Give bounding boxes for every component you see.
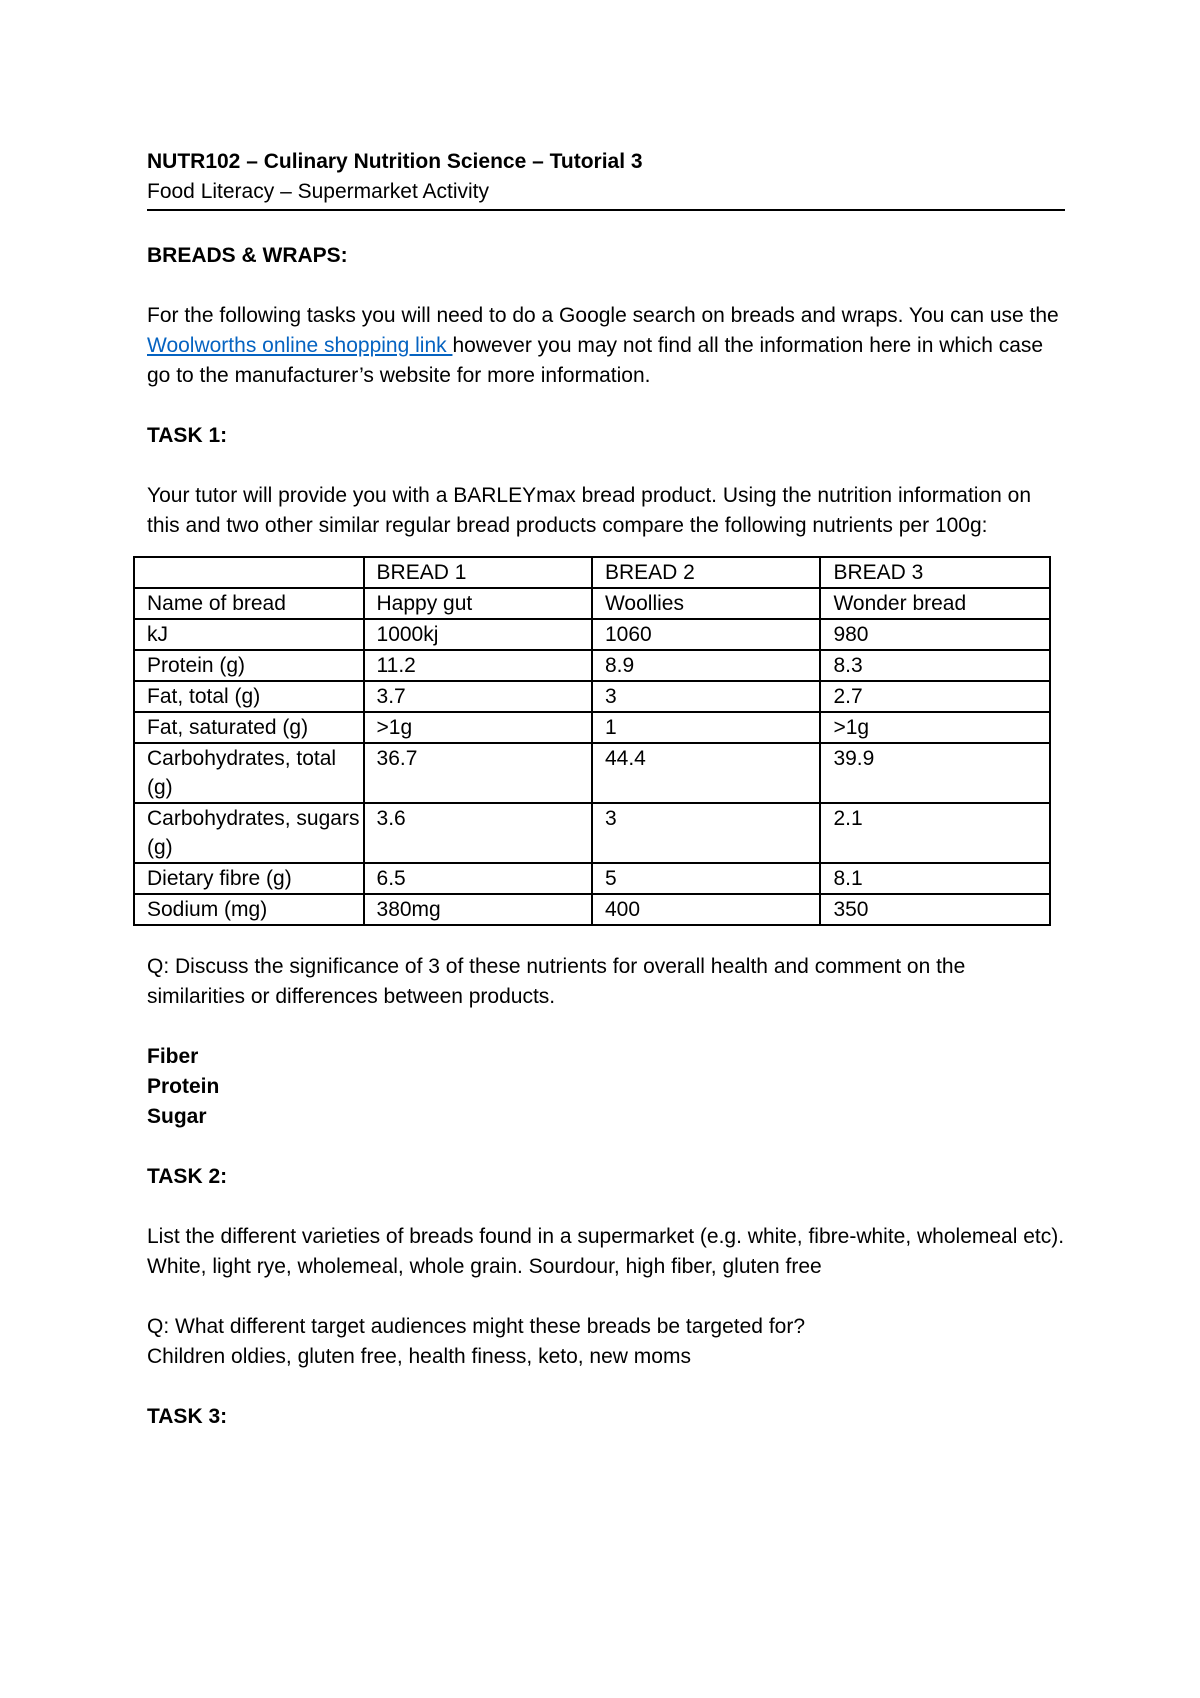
nutrient-value-cell: >1g — [820, 712, 1050, 743]
nutrient-value-cell: 3.7 — [364, 681, 592, 712]
nutrient-value-cell: 39.9 — [820, 743, 1050, 803]
table-row — [134, 681, 1050, 712]
task2-question: Q: What different target audiences might these breads be targeted for? — [147, 1315, 806, 1338]
nutrient-label-cell: Fat, saturated (g) — [134, 712, 364, 743]
nutrition-table — [133, 556, 1051, 926]
nutrient-label-cell: Fat, total (g) — [134, 681, 364, 712]
nutrient-value-cell: 350 — [820, 894, 1050, 925]
question1-text: Q: Discuss the significance of 3 of these nutrients for overall health and comment on the similarities or differences between products. — [147, 955, 966, 1008]
nutrient-label-cell: Carbohydrates, total (g) — [134, 743, 364, 803]
answer-protein: Protein — [147, 1075, 220, 1098]
nutrient-value-cell: 8.1 — [820, 863, 1050, 894]
task2-question-answer: Children oldies, gluten free, health finess, keto, new moms — [147, 1345, 691, 1368]
table-row — [134, 619, 1050, 650]
task3-heading: TASK 3: — [147, 1405, 228, 1428]
table-row — [134, 863, 1050, 894]
table-row — [134, 803, 1050, 863]
nutrient-label-cell: Dietary fibre (g) — [134, 863, 364, 894]
document-content — [147, 147, 1067, 1432]
nutrient-value-cell: 6.5 — [364, 863, 592, 894]
table-row — [134, 712, 1050, 743]
nutrient-label-cell: kJ — [134, 619, 364, 650]
nutrient-value-cell: 1060 — [592, 619, 820, 650]
nutrient-value-cell: 380mg — [364, 894, 592, 925]
nutrient-value-cell: Wonder bread — [820, 588, 1050, 619]
nutrient-value-cell: 8.3 — [820, 650, 1050, 681]
answer-sugar: Sugar — [147, 1105, 207, 1128]
table-header-cell — [134, 557, 364, 588]
nutrient-label-cell: Carbohydrates, sugars (g) — [134, 803, 364, 863]
intro-text-after: however you may not find all the information here in which case go to the manufacturer’s website for more information. — [147, 334, 1044, 387]
task2-answer: White, light rye, wholemeal, whole grain. Sourdour, high fiber, gluten free — [147, 1255, 822, 1278]
nutrient-value-cell: Happy gut — [364, 588, 592, 619]
nutrient-value-cell: 36.7 — [364, 743, 592, 803]
table-header-cell: BREAD 3 — [820, 557, 1050, 588]
nutrient-value-cell: 3 — [592, 803, 820, 863]
nutrient-value-cell: Woollies — [592, 588, 820, 619]
nutrient-value-cell: 1 — [592, 712, 820, 743]
document-title: NUTR102 – Culinary Nutrition Science – Tutorial 3 — [147, 150, 643, 173]
table-row — [134, 894, 1050, 925]
nutrient-value-cell: 3 — [592, 681, 820, 712]
nutrient-value-cell: 2.1 — [820, 803, 1050, 863]
nutrient-value-cell: 11.2 — [364, 650, 592, 681]
nutrient-value-cell: 400 — [592, 894, 820, 925]
table-row — [134, 588, 1050, 619]
nutrient-value-cell: >1g — [364, 712, 592, 743]
table-header-row — [134, 557, 1050, 588]
nutrient-label-cell: Sodium (mg) — [134, 894, 364, 925]
nutrient-value-cell: 8.9 — [592, 650, 820, 681]
intro-paragraph — [147, 301, 1067, 391]
nutrient-value-cell: 980 — [820, 619, 1050, 650]
answer-fiber: Fiber — [147, 1045, 199, 1068]
nutrient-label-cell: Protein (g) — [134, 650, 364, 681]
task1-heading: TASK 1: — [147, 424, 228, 447]
nutrient-value-cell: 1000kj — [364, 619, 592, 650]
nutrition-table-body — [134, 557, 1050, 925]
nutrient-label-cell: Name of bread — [134, 588, 364, 619]
table-row — [134, 743, 1050, 803]
section-heading: BREADS & WRAPS: — [147, 244, 348, 267]
nutrient-value-cell: 2.7 — [820, 681, 1050, 712]
woolworths-link[interactable]: Woolworths online shopping link — [147, 334, 453, 357]
table-row — [134, 650, 1050, 681]
intro-text-before: For the following tasks you will need to do a Google search on breads and wraps. You can use the — [147, 304, 1059, 327]
task2-instructions: List the different varieties of breads found in a supermarket (e.g. white, fibre-white, wholemeal etc). — [147, 1225, 1065, 1248]
nutrient-value-cell: 5 — [592, 863, 820, 894]
table-header-cell: BREAD 1 — [364, 557, 592, 588]
nutrient-value-cell: 3.6 — [364, 803, 592, 863]
task1-instructions: Your tutor will provide you with a BARLEYmax bread product. Using the nutrition information on this and two other similar regular bread products compare the following nutrients per 100g: — [147, 484, 1032, 537]
task2-heading: TASK 2: — [147, 1165, 228, 1188]
document-subtitle: Food Literacy – Supermarket Activity — [147, 180, 489, 203]
table-header-cell: BREAD 2 — [592, 557, 820, 588]
nutrient-value-cell: 44.4 — [592, 743, 820, 803]
